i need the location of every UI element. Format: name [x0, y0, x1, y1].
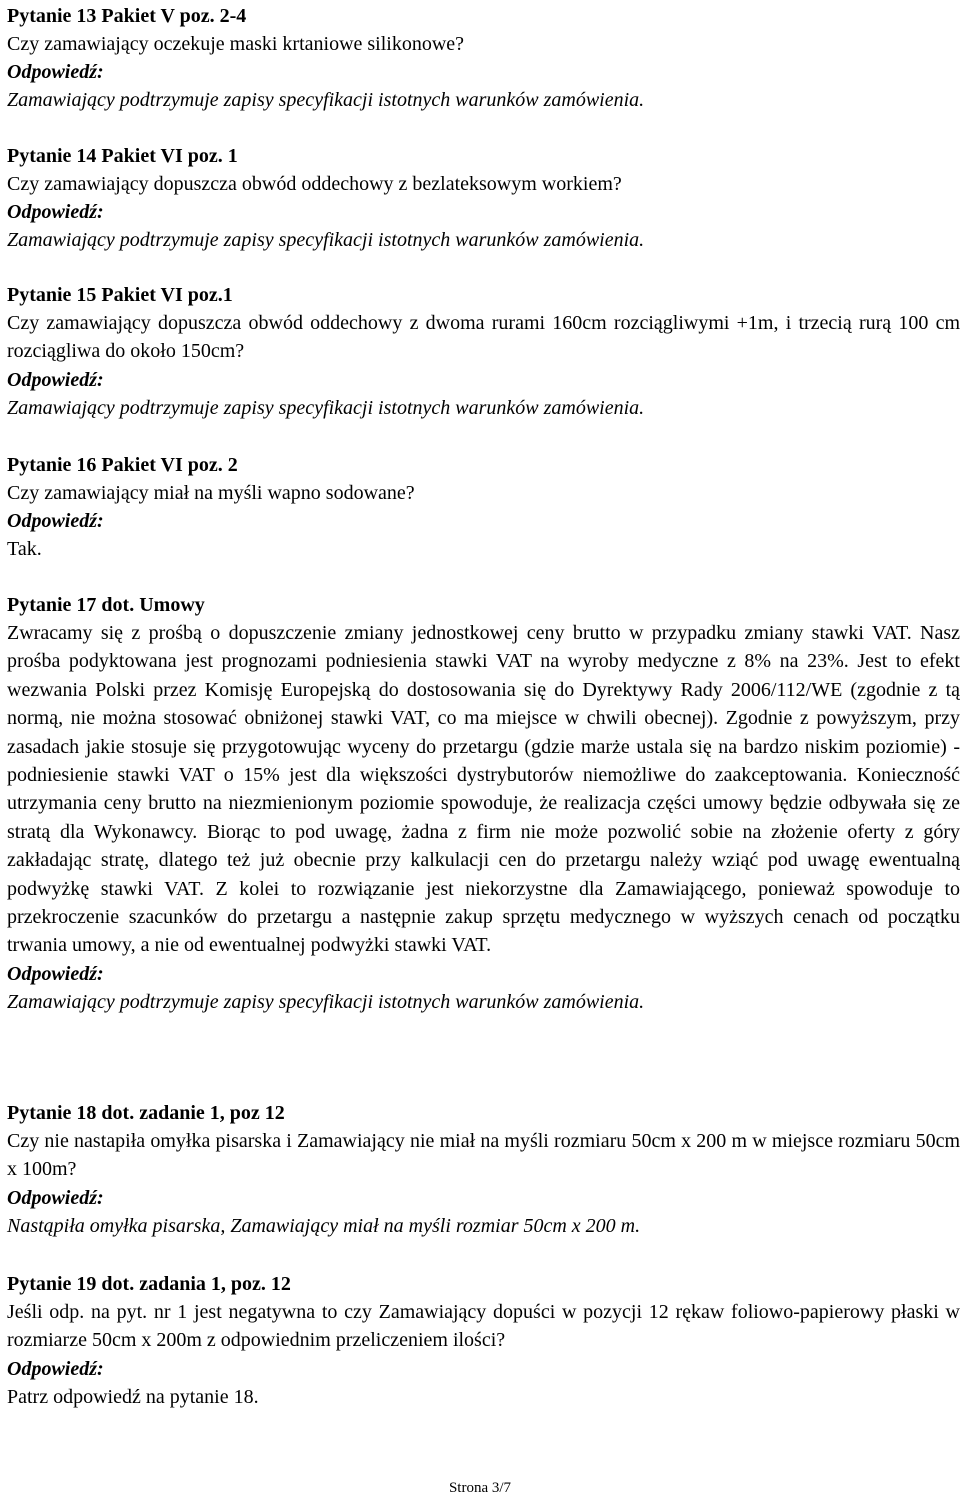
- answer-text: Nastąpiła omyłka pisarska, Zamawiający miał na myśli rozmiar 50cm x 200 m.: [7, 1214, 641, 1237]
- question-title: Pytanie 13 Pakiet V poz. 2-4: [7, 5, 247, 27]
- question-title: Pytanie 15 Pakiet VI poz.1: [7, 284, 233, 306]
- question-text: Czy zamawiający miał na myśli wapno sodowane?: [7, 482, 415, 504]
- question-text: Jeśli odp. na pyt. nr 1 jest negatywna to czy Zamawiający dopuści w pozycji 12 rękaw foliowo-papierowy płaski w rozmiarze 50cm x 200m z odpowiednim przeliczeniem ilości?: [7, 1301, 960, 1352]
- question-text: Czy zamawiający oczekuje maski krtaniowe silikonowe?: [7, 33, 465, 55]
- answer-text: Tak.: [7, 538, 42, 560]
- answer-text: Zamawiający podtrzymuje zapisy specyfikacji istotnych warunków zamówienia.: [7, 396, 645, 419]
- page-number: Strona 3/7: [448, 1480, 512, 1496]
- question-title: Pytanie 14 Pakiet VI poz. 1: [7, 145, 238, 167]
- answer-text: Zamawiający podtrzymuje zapisy specyfikacji istotnych warunków zamówienia.: [7, 229, 645, 251]
- question-text: Czy zamawiający dopuszcza obwód oddechowy z dwoma rurami 160cm rozciągliwymi +1m, i trzecią rurą 100 cm rozciągliwa do około 150cm?: [7, 312, 960, 363]
- question-block-19: [7, 1270, 960, 1411]
- question-block-13: [7, 2, 644, 114]
- answer-label: Odpowiedź:: [7, 1186, 104, 1209]
- question-title: Pytanie 18 dot. zadanie 1, poz 12: [7, 1102, 285, 1124]
- question-block-15: [7, 281, 960, 422]
- answer-text: Zamawiający podtrzymuje zapisy specyfikacji istotnych warunków zamówienia.: [7, 89, 645, 111]
- answer-label: Odpowiedź:: [7, 962, 104, 985]
- question-text: Czy zamawiający dopuszcza obwód oddechowy z bezlateksowym workiem?: [7, 173, 622, 195]
- answer-text: Patrz odpowiedź na pytanie 18.: [7, 1385, 259, 1408]
- question-title: Pytanie 19 dot. zadania 1, poz. 12: [7, 1273, 291, 1295]
- question-block-17: [7, 591, 960, 1016]
- question-title: Pytanie 16 Pakiet VI poz. 2: [7, 454, 238, 476]
- question-block-18: [7, 1099, 960, 1240]
- question-block-14: [7, 142, 644, 254]
- answer-label: Odpowiedź:: [7, 61, 104, 83]
- question-block-16: [7, 451, 415, 563]
- answer-label: Odpowiedź:: [7, 510, 104, 532]
- answer-label: Odpowiedź:: [7, 201, 104, 223]
- question-text: Zwracamy się z prośbą o dopuszczenie zmiany jednostkowej ceny brutto w przypadku zmiany stawki VAT. Nasz prośba podyktowana jest prognozami podniesienia stawki VAT na wyroby medyczne z 8% na 23%. Jest to efekt wezwania Polski przez Komisję Europejską do dostosowania się do Dyrektywy Rady 2006/112/WE (zgodnie z tą normą, nie można stosować obniżonej stawki VAT, co ma miejsce w chwili obecnej). Zgodnie z powyższym, przy zasadach jakie stosuje się przygotowując wyceny do przetargu (gdzie marże ustala się na bardzo niskim poziomie) - podniesienie stawki VAT o 15% jest dla większości dystrybutorów niemożliwe do zaakceptowania. Konieczność utrzymania ceny brutto na niezmienionym poziomie spowoduje, że realizacja części umowy będzie odbywała się ze stratą dla Wykonawcy. Biorąc to pod uwagę, żadna z firm nie może pozwolić sobie na złożenie oferty z góry zakładając stratę, dlatego też już obecnie przy kalkulacji cen do przetargu należy wziąć pod uwagę ewentualną podwyżkę stawki VAT. Z kolei to rozwiązanie jest niekorzystne dla Zamawiającego, ponieważ spowoduje to przekroczenie szacunków do przetargu a następnie zakup sprzętu medycznego w wyższych cenach od początku trwania umowy, a nie od ewentualnej podwyżki stawki VAT.: [7, 622, 960, 957]
- question-text: Czy nie nastapiła omyłka pisarska i Zamawiający nie miał na myśli rozmiaru 50cm x 200 m w miejsce rozmiaru 50cm x 100m?: [7, 1130, 960, 1181]
- answer-text: Zamawiający podtrzymuje zapisy specyfikacji istotnych warunków zamówienia.: [7, 990, 645, 1013]
- question-title: Pytanie 17 dot. Umowy: [7, 594, 205, 616]
- answer-label: Odpowiedź:: [7, 368, 104, 391]
- answer-label: Odpowiedź:: [7, 1357, 104, 1380]
